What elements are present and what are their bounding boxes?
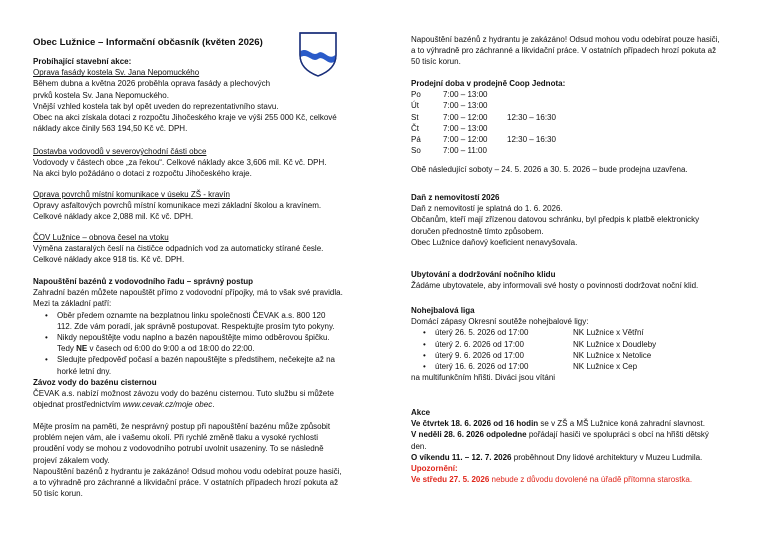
opening-hours-table: [411, 89, 556, 156]
works-section: [33, 56, 355, 134]
list-item: • Oběr předem oznamte na bezplatnou linku společnosti ČEVAK a.s. 800 120 112. Zde vám poradí, jak správně postupovat. Respektujte prosím tyto pokyny.: [45, 310, 355, 332]
league-section: Nohejbalová liga Domácí zápasy Okresní soutěže nohejbalové ligy: • úterý 26. 5. 2026 od 17:00 NK Lužnice x Větřní • úterý 2. 6. 2026 od 17:00 NK Lužnice x Doudleby • úterý 9. 6. 2026 od 17:00 NK Lužnice x Netolice • úterý 16. 6. 2026 od 17:00 NK Lužnice x Cep na multifunkčním hřišti. Diváci jsou vítáni: [411, 305, 729, 383]
event-item: Ve čtvrtek 18. 6. 2026 od 16 hodin se v ZŠ a MŠ Lužnice koná zahradní slavnost.: [411, 419, 705, 429]
water-section: [33, 146, 355, 180]
tank-heading: Závoz vody do bazénu cisternou: [33, 377, 157, 387]
water-line: Vodovody v částech obce „za řekou“. Celkové náklady akce 3,606 mil. Kč vč. DPH.: [33, 158, 327, 168]
water-heading: Dostavba vodovodů v severovýchodní části obce: [33, 147, 207, 156]
facade-line: Během dubna a května 2026 proběhla oprava fasády a plechových: [33, 79, 271, 89]
table-row: Po 7:00 – 13:00: [411, 90, 488, 100]
table-row: Pá 7:00 – 12:00 12:30 – 16:30: [411, 135, 556, 145]
league-heading: Nohejbalová liga: [411, 306, 475, 315]
events-section: Akce Ve čtvrtek 18. 6. 2026 od 16 hodin se v ZŠ a MŠ Lužnice koná zahradní slavnost. V neděli 28. 6. 2026 odpoledne pořádají hasiči ve spolupráci s obcí na hřišti dětský den. O víkendu 11. – 12. 7. 2026 proběhnout Dny lidové architektury v Muzeu Ludmila. Upozornění: Ve středu 27. 5. 2026 nebude z důvodu dovolené na úřadě přítomna starostka.: [411, 407, 729, 485]
page-title: Obec Lužnice – Informační občasník (květen 2026): [33, 37, 263, 48]
table-row: • úterý 2. 6. 2026 od 17:00 NK Lužnice x Doudleby: [423, 339, 657, 349]
sewage-heading: ČOV Lužnice – obnova česel na vtoku: [33, 233, 169, 242]
road-heading: Oprava povrchů místní komunikace v úseku ZŠ - kravín: [33, 190, 230, 199]
sewage-line: Výměna zastaralých česlí na čističce odpadních vod za automaticky stírané česle.: [33, 244, 324, 254]
table-row: Út 7:00 – 13:00: [411, 101, 488, 111]
shop-section: [411, 78, 729, 176]
matches-table: [423, 327, 656, 372]
pool-section: [33, 276, 355, 410]
tank-line: objednat prostřednictvím www.cevak.cz/moje obec.: [33, 400, 215, 410]
shop-heading: Prodejní doba v prodejně Coop Jednota:: [411, 79, 566, 88]
water-line: Na akci bylo požádáno o dotaci z rozpočtu Jihočeského kraje.: [33, 169, 252, 179]
facade-line: Obec na akci získala dotaci z rozpočtu Jihočeského kraje ve výši 255 000 Kč, celkové: [33, 113, 337, 123]
road-line: Opravy asfaltových povrchů místní komunikace mezi základní školou a kravínem.: [33, 201, 322, 211]
facade-line: náklady akce činily 563 194,50 Kč vč. DPH.: [33, 124, 188, 134]
tax-heading: Daň z nemovitostí 2026: [411, 193, 500, 202]
quiet-heading: Ubytování a dodržování nočního klidu: [411, 270, 556, 279]
event-item: O víkendu 11. – 12. 7. 2026 proběhnout Dny lidové architektury v Muzeu Ludmila.: [411, 452, 703, 462]
table-row: So 7:00 – 11:00: [411, 146, 487, 156]
reminder-section: Mějte prosím na paměti, že nesprávný postup při napouštění bazénu může způsobit problém nejen vám, ale i vašemu okolí. Při rychlé změně tlaku a vysoké rychlosti proudění vody se mohou z vodovodního potrubí uvolnit usazeniny. To se následně projeví zákalem vody. Napouštění bazénů z hydrantu je zakázáno! Odsud mohou vodu odebírat pouze hasiči, a to výhradně pro záchranné a likvidační práce. V ostatních případech hrozí pokuta až 50 tisíc korun.: [33, 422, 342, 499]
pool-line: Mezi ta základní patří:: [33, 299, 112, 309]
sewage-section: [33, 232, 355, 266]
pool-line: Zahradní bazén můžete napouštět přímo z vodovodní přípojky, má to však své pravidla.: [33, 288, 343, 298]
table-row: Čt 7:00 – 13:00: [411, 123, 488, 133]
works-heading: Probíhající stavební akce:: [33, 57, 132, 66]
table-row: • úterý 16. 6. 2026 od 17:00 NK Lužnice x Cep: [423, 362, 638, 372]
table-row: St 7:00 – 12:00 12:30 – 16:30: [411, 112, 556, 122]
list-item: • Sledujte předpověď počasí a bazén napouštějte s předstihem, nečekejte až na horké letní dny.: [45, 354, 355, 376]
facade-line: prvků kostela Sv. Jana Nepomuckého.: [33, 90, 169, 100]
warning-line: Ve středu 27. 5. 2026 nebude z důvodu dovolené na úřadě přítomna starostka.: [411, 475, 693, 485]
warning-heading: Upozornění:: [411, 464, 458, 474]
list-item: • Nikdy nepouštějte vodu naplno a bazén napouštějte mimo odběrovou špičku. Tedy NE v časech od 6:00 do 9:00 a od 18:00 do 22:00.: [45, 332, 355, 354]
events-heading: Akce: [411, 408, 431, 417]
pool-heading: Napouštění bazénů z vodovodního řadu – správný postup: [33, 277, 254, 286]
sewage-line: Celkové náklady akce 918 tis. Kč vč. DPH.: [33, 255, 185, 265]
cevak-link[interactable]: www.cevak.cz/moje obec: [122, 400, 213, 410]
shop-closure-note: Obě následující soboty – 24. 5. 2026 a 30. 5. 2026 – bude prodejna uzavřena.: [411, 165, 688, 175]
tank-line: ČEVAK a.s. nabízí možnost závozu vody do bazénu cisternou. Tuto službu si můžete: [33, 389, 334, 399]
facade-heading: Oprava fasády kostela Sv. Jana Nepomuckého: [33, 68, 200, 78]
table-row: • úterý 26. 5. 2026 od 17:00 NK Lužnice x Větřní: [423, 328, 644, 338]
road-section: [33, 189, 355, 223]
tax-section: Daň z nemovitostí 2026 Daň z nemovitostí je splatná do 1. 6. 2026. Občanům, kteří mají zřízenou datovou schránku, byl předpis k platbě elektronicky doručen přednostně tímto způsobem. Obec Lužnice daňový koeficient nenavyšovala.: [411, 192, 729, 248]
facade-line: Vnější vzhled kostela tak byl opět uveden do reprezentativního stavu.: [33, 101, 279, 111]
road-line: Celkové náklady akce 2,088 mil. Kč vč. DPH.: [33, 212, 194, 222]
pool-rules-list: [33, 310, 355, 377]
event-item: V neděli 28. 6. 2026 odpoledne pořádají hasiči ve spolupráci s obcí na hřišti dětský: [411, 430, 709, 440]
quiet-section: Ubytování a dodržování nočního klidu Žádáme ubytovatele, aby informovali své hosty o povinnosti dodržovat noční klid.: [411, 269, 729, 291]
hydrant-section: Napouštění bazénů z hydrantu je zakázáno! Odsud mohou vodu odebírat pouze hasiči, a to výhradně pro záchranné a likvidační práce. V ostatních případech hrozí pokuta až 50 tisíc korun.: [411, 35, 720, 67]
table-row: • úterý 9. 6. 2026 od 17:00 NK Lužnice x Netolice: [423, 350, 652, 360]
